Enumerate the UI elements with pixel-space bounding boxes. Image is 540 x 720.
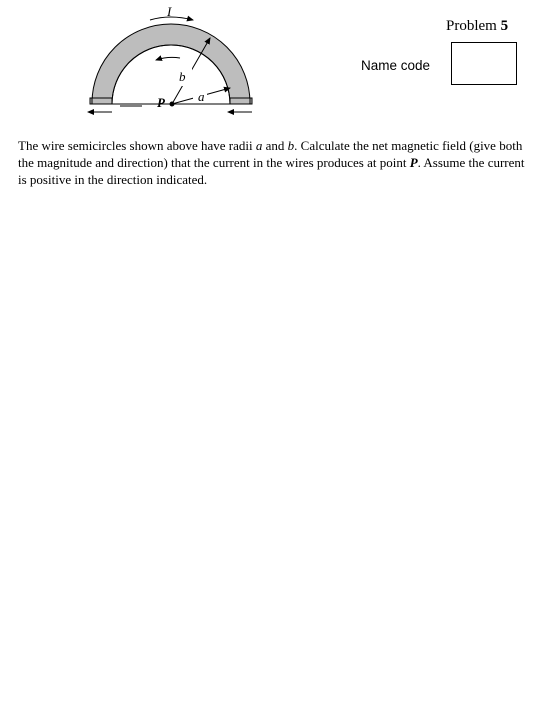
name-code-label: Name code <box>361 58 431 73</box>
problem-text-2: and <box>262 138 288 153</box>
radius-b-label: b <box>179 69 186 84</box>
problem-text-3: . Calculate the net magnetic field (give both the magnitude and direction) that the current in the wires produces at point <box>18 138 523 170</box>
point-p-ref: P <box>409 155 418 170</box>
problem-statement <box>18 137 528 188</box>
problem-number: 5 <box>500 18 509 34</box>
var-a: a <box>255 138 263 153</box>
point-p-dot <box>170 102 175 107</box>
radius-a-label: a <box>198 89 205 104</box>
problem-text-1: The wire semicircles shown above have radii <box>18 138 256 153</box>
problem-word: Problem <box>446 18 497 34</box>
name-code-box[interactable] <box>451 42 517 85</box>
left-tab <box>92 98 112 104</box>
wire-semicircles-figure <box>80 0 270 118</box>
current-label: I <box>167 4 172 19</box>
problem-title <box>446 18 508 35</box>
var-b: b <box>287 138 295 153</box>
current-direction-arrow <box>150 17 193 20</box>
figure-svg <box>80 0 270 118</box>
right-tab <box>230 98 250 104</box>
problem-text-4: . Assume the current is positive in the direction indicated. <box>18 155 525 187</box>
point-p-label: P <box>157 95 165 110</box>
